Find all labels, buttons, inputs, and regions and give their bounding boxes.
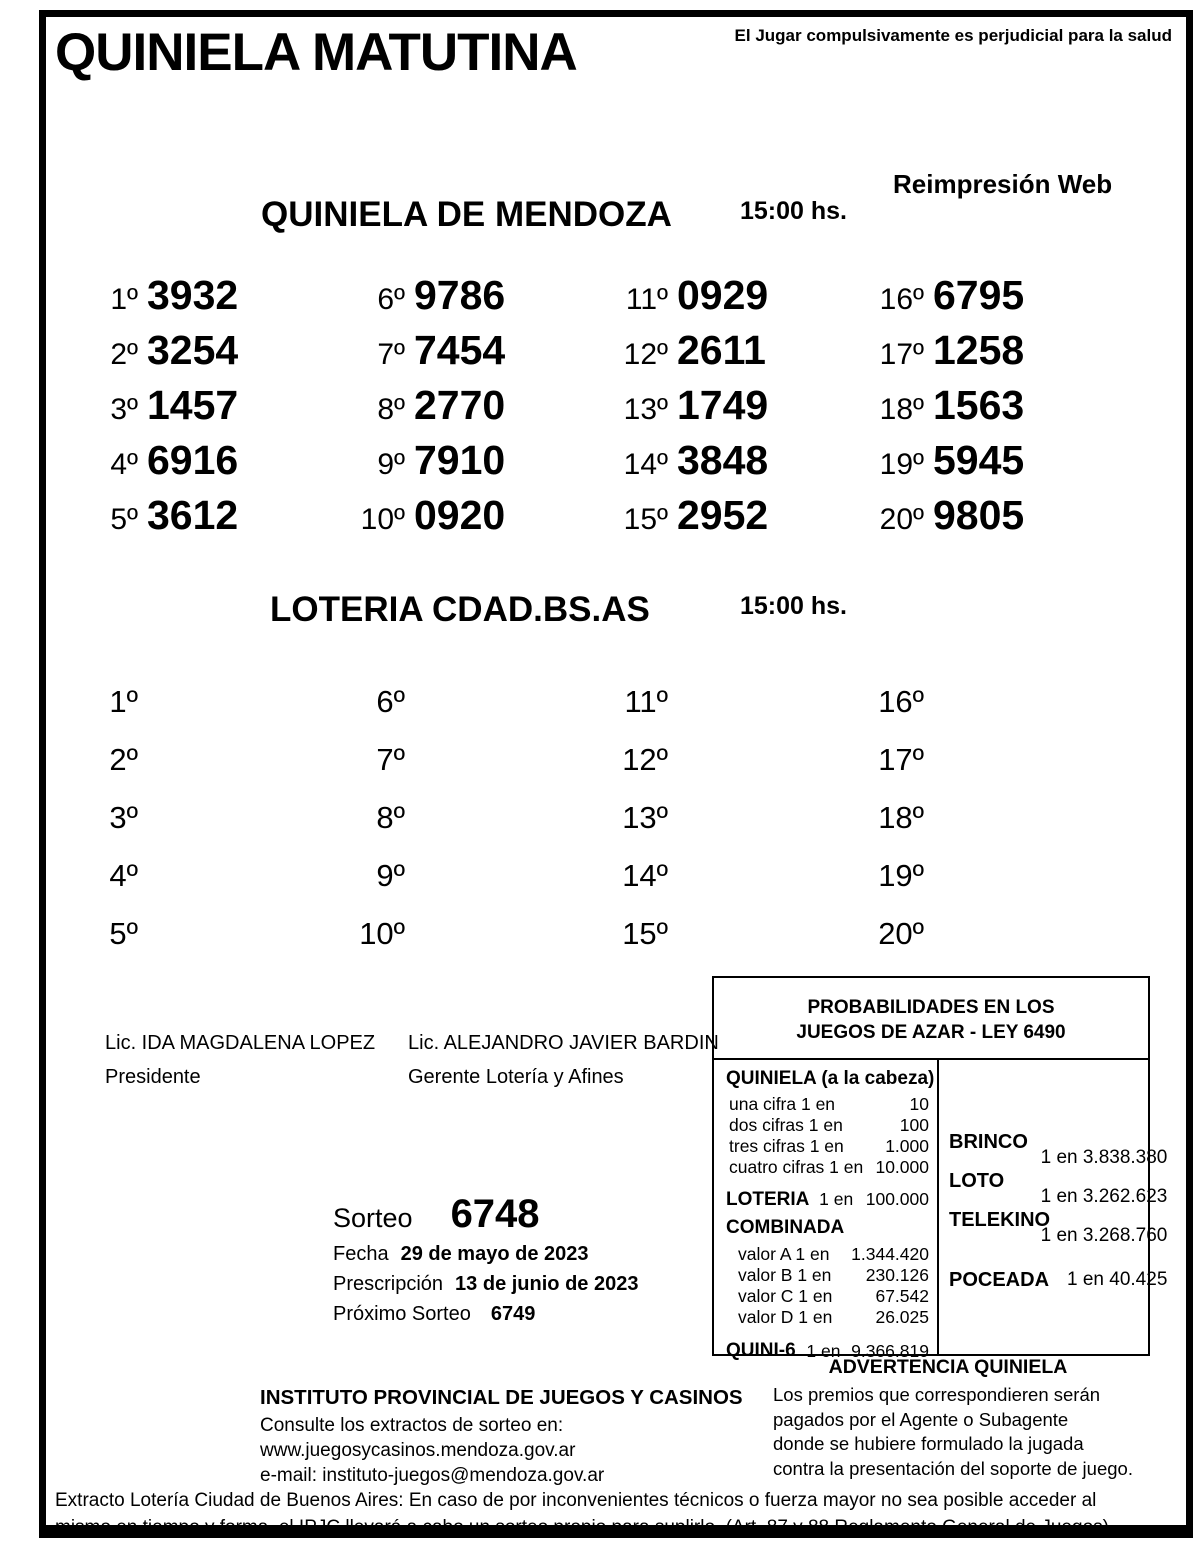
result-position: 16º [879, 283, 924, 316]
result-number: 1563 [933, 382, 1025, 428]
quini6-odds-mid: 1 en [806, 1341, 841, 1361]
position-row [610, 905, 668, 963]
result-row [347, 433, 505, 488]
fecha-label: Fecha [333, 1243, 389, 1265]
position-row [80, 673, 138, 731]
odds-label: valor D 1 en [738, 1307, 833, 1327]
position-label: 11º [624, 684, 668, 719]
result-number: 9786 [414, 272, 506, 318]
position-label: 14º [622, 858, 668, 893]
position-label: 16º [878, 684, 924, 719]
position-label: 15º [622, 916, 668, 951]
result-row [80, 378, 238, 433]
advertencia-line: Los premios que correspondieren serán [773, 1384, 1101, 1405]
result-row [866, 268, 1024, 323]
odds-value: 26.025 [875, 1307, 929, 1327]
result-number: 3612 [147, 492, 239, 538]
advertencia-title: ADVERTENCIA QUINIELA [828, 1356, 1068, 1378]
result-position: 2º [110, 338, 138, 371]
result-position: 9º [377, 448, 405, 481]
proximo-sorteo-label: Próximo Sorteo [333, 1303, 471, 1325]
result-row [347, 378, 505, 433]
odds-label: una cifra 1 en [729, 1094, 836, 1114]
prescripcion-label: Prescripción [333, 1273, 444, 1295]
advertencia-line: contra la presentación del soporte de juego. [773, 1457, 1133, 1479]
game-name: LOTO [949, 1170, 1005, 1192]
fecha-line [333, 1243, 588, 1266]
position-row [610, 847, 668, 905]
position-row [610, 731, 668, 789]
odds-row [726, 1094, 929, 1115]
result-number: 3254 [147, 327, 239, 373]
footer-disclaimer: Extracto Lotería Ciudad de Buenos Aires: En caso de por inconvenientes técnicos o fuerza mayor no sea posible acceder al mismo en tiempo y forma, el IPJC llevará a cabo un sorteo propio para suplirlo. (Art. 87 y 88 Reglamento General de Juegos) [55, 1490, 1109, 1538]
odds-label: dos cifras 1 en [729, 1115, 843, 1135]
odds-row [726, 1136, 929, 1157]
result-number: 1749 [677, 382, 769, 428]
loteria-odds-row [726, 1188, 929, 1211]
mendoza-results-column-2 [347, 268, 505, 543]
bsas-positions-column-4 [866, 673, 924, 963]
official-role-manager: Gerente Lotería y Afines [408, 1066, 624, 1088]
bsas-time: 15:00 hs. [740, 592, 848, 620]
result-row [610, 488, 768, 543]
position-row [347, 673, 405, 731]
bsas-positions-column-1 [80, 673, 138, 963]
result-row [80, 433, 238, 488]
probabilities-title-line1: PROBABILIDADES EN LOS [807, 997, 1055, 1018]
odds-value: 1.344.420 [851, 1244, 929, 1264]
result-row [80, 323, 238, 378]
result-number: 2952 [677, 492, 769, 538]
result-row [80, 268, 238, 323]
position-row [866, 789, 924, 847]
loteria-odds-value: 100.000 [865, 1189, 929, 1209]
result-position: 5º [110, 503, 138, 536]
odds-row [726, 1286, 929, 1307]
position-label: 7º [376, 742, 405, 777]
odds-row [726, 1265, 929, 1286]
odds-value: 230.126 [865, 1265, 929, 1285]
odds-label: tres cifras 1 en [729, 1136, 844, 1156]
result-number: 2770 [414, 382, 506, 428]
odds-label: valor C 1 en [738, 1286, 833, 1306]
game-odds-poceada [949, 1268, 1167, 1292]
odds-value: 67.542 [875, 1286, 929, 1306]
official-role-president: Presidente [105, 1066, 201, 1088]
game-odds: 1 en 3.262.623 [1040, 1186, 1168, 1207]
instituto-email: e-mail: instituto-juegos@mendoza.gov.ar [260, 1465, 605, 1486]
position-label: 18º [878, 800, 924, 835]
position-label: 19º [878, 858, 924, 893]
game-name: POCEADA [949, 1269, 1050, 1291]
game-odds-telekino [949, 1210, 1167, 1246]
odds-row [726, 1244, 929, 1265]
game-odds: 1 en 40.425 [1067, 1269, 1168, 1290]
loteria-odds-label: LOTERIA [726, 1189, 810, 1210]
game-odds: 1 en 3.268.760 [1040, 1225, 1168, 1246]
bsas-positions-column-3 [610, 673, 668, 963]
position-row [80, 905, 138, 963]
game-odds: 1 en 3.838.380 [1040, 1147, 1168, 1168]
position-label: 5º [109, 916, 138, 951]
position-row [347, 731, 405, 789]
advertencia-line: donde se hubiere formulado la jugada [773, 1433, 1084, 1454]
probabilities-left-column [714, 1060, 939, 1361]
result-position: 4º [110, 448, 138, 481]
combinada-header: COMBINADA [726, 1217, 845, 1238]
odds-label: cuatro cifras 1 en [729, 1157, 864, 1177]
position-row [347, 789, 405, 847]
instituto-website: www.juegosycasinos.mendoza.gov.ar [260, 1440, 576, 1461]
position-label: 2º [109, 742, 138, 777]
result-position: 8º [377, 393, 405, 426]
position-label: 13º [622, 800, 668, 835]
position-row [347, 847, 405, 905]
official-name-president: Lic. IDA MAGDALENA LOPEZ [105, 1032, 376, 1054]
position-label: 9º [376, 858, 405, 893]
result-row [866, 488, 1024, 543]
bsas-title: LOTERIA CDAD.BS.AS [270, 590, 650, 629]
result-number: 1258 [933, 327, 1025, 373]
result-position: 10º [360, 503, 405, 536]
official-name-manager: Lic. ALEJANDRO JAVIER BARDIN [408, 1032, 719, 1054]
instituto-title: INSTITUTO PROVINCIAL DE JUEGOS Y CASINOS [260, 1386, 743, 1409]
position-row [80, 789, 138, 847]
result-number: 9805 [933, 492, 1025, 538]
odds-row [726, 1115, 929, 1136]
game-name: TELEKINO [949, 1209, 1051, 1231]
result-position: 11º [625, 283, 668, 316]
position-row [866, 905, 924, 963]
result-position: 1º [110, 283, 138, 316]
odds-label: valor B 1 en [738, 1265, 832, 1285]
prescripcion-value: 13 de junio de 2023 [455, 1273, 639, 1295]
position-label: 1º [109, 684, 138, 719]
odds-value: 10 [909, 1094, 929, 1114]
position-row [866, 731, 924, 789]
result-number: 5945 [933, 437, 1025, 483]
odds-value: 1.000 [885, 1136, 929, 1156]
result-number: 0920 [414, 492, 506, 538]
quini6-odds-label: QUINI-6 [726, 1340, 796, 1361]
position-label: 17º [878, 742, 924, 777]
odds-label: valor A 1 en [738, 1244, 830, 1264]
quiniela-odds-header: QUINIELA (a la cabeza) [726, 1068, 935, 1089]
fecha-value: 29 de mayo de 2023 [400, 1243, 589, 1265]
result-position: 18º [879, 393, 924, 426]
result-number: 0929 [677, 272, 769, 318]
position-row [80, 731, 138, 789]
result-row [347, 323, 505, 378]
probabilities-table [712, 976, 1168, 1361]
position-row [347, 905, 405, 963]
result-row [80, 488, 238, 543]
position-label: 4º [109, 858, 138, 893]
result-number: 3848 [677, 437, 769, 483]
probabilities-table-body [714, 1060, 1168, 1361]
result-number: 7454 [414, 327, 506, 373]
game-odds-loto [949, 1171, 1167, 1207]
result-position: 3º [110, 393, 138, 426]
position-label: 12º [622, 742, 668, 777]
result-row [610, 433, 768, 488]
position-row [866, 673, 924, 731]
result-position: 6º [377, 283, 405, 316]
result-row [610, 323, 768, 378]
instituto-consulte-line: Consulte los extractos de sorteo en: [260, 1415, 564, 1436]
advertencia-block [773, 1356, 1163, 1481]
odds-row [726, 1157, 929, 1178]
loteria-odds-mid: 1 en [819, 1189, 854, 1209]
result-number: 7910 [414, 437, 506, 483]
position-row [866, 847, 924, 905]
result-row [610, 378, 768, 433]
page-title: QUINIELA MATUTINA [55, 23, 577, 82]
sorteo-number: 6748 [450, 1192, 540, 1236]
result-position: 17º [879, 338, 924, 371]
result-position: 20º [879, 503, 924, 536]
result-row [347, 488, 505, 543]
mendoza-time: 15:00 hs. [740, 197, 848, 225]
result-row [347, 268, 505, 323]
result-position: 19º [879, 448, 924, 481]
probabilities-title-line2: JUEGOS DE AZAR - LEY 6490 [796, 1022, 1066, 1043]
position-label: 10º [359, 916, 405, 951]
odds-row [726, 1307, 929, 1328]
health-warning: El Jugar compulsivamente es perjudicial para la salud [734, 26, 1172, 45]
position-label: 6º [376, 684, 405, 719]
position-row [80, 847, 138, 905]
reprint-web-label: Reimpresión Web [893, 169, 1113, 199]
mendoza-title: QUINIELA DE MENDOZA [261, 195, 672, 234]
position-label: 3º [109, 800, 138, 835]
probabilities-right-column [939, 1060, 1177, 1354]
sorteo-line [333, 1192, 540, 1237]
result-position: 14º [623, 448, 668, 481]
quini6-odds-value: 9.366.819 [851, 1341, 929, 1361]
result-row [866, 433, 1024, 488]
prescripcion-line [333, 1273, 638, 1296]
bsas-positions-column-2 [347, 673, 405, 963]
result-position: 7º [377, 338, 405, 371]
result-row [866, 323, 1024, 378]
result-number: 6795 [933, 272, 1025, 318]
position-row [610, 673, 668, 731]
proximo-sorteo-line [333, 1303, 535, 1326]
game-name: BRINCO [949, 1131, 1028, 1153]
odds-value: 10.000 [875, 1157, 929, 1177]
result-position: 13º [623, 393, 668, 426]
result-number: 3932 [147, 272, 239, 318]
result-number: 1457 [147, 382, 239, 428]
advertencia-line: pagados por el Agente o Subagente [773, 1408, 1069, 1430]
instituto-block [260, 1386, 743, 1488]
result-number: 6916 [147, 437, 239, 483]
position-row [610, 789, 668, 847]
mendoza-results-column-1 [80, 268, 238, 543]
sorteo-label: Sorteo [333, 1203, 413, 1233]
result-position: 12º [623, 338, 668, 371]
position-label: 20º [878, 916, 924, 951]
result-row [610, 268, 768, 323]
result-number: 2611 [677, 327, 766, 373]
proximo-sorteo-value: 6749 [490, 1303, 536, 1325]
result-row [866, 378, 1024, 433]
game-odds-brinco [949, 1132, 1167, 1168]
mendoza-results-column-3 [610, 268, 768, 543]
mendoza-results-column-4 [866, 268, 1024, 543]
position-label: 8º [376, 800, 405, 835]
result-position: 15º [623, 503, 668, 536]
probabilities-table-header [714, 978, 1148, 1060]
odds-value: 100 [899, 1115, 929, 1135]
